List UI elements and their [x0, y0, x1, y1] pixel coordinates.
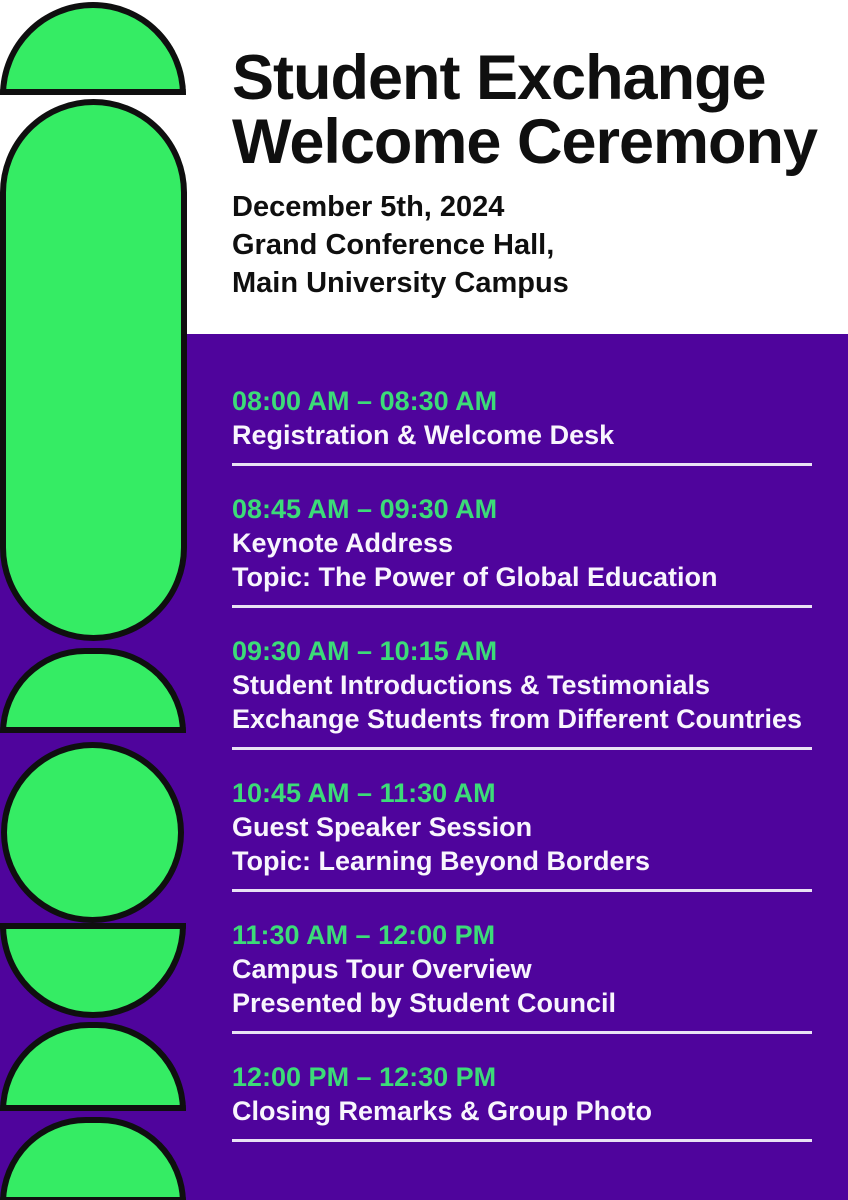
event-title-line-1: Student Exchange	[232, 43, 766, 113]
event-title-line-2: Welcome Ceremony	[232, 107, 818, 177]
semicircle-up-shape-1	[0, 2, 186, 95]
session-time: 09:30 AM – 10:15 AM	[232, 636, 498, 666]
session-subtitle: Presented by Student Council	[232, 988, 617, 1018]
session-title: Guest Speaker Session	[232, 812, 533, 842]
session-subtitle: Exchange Students from Different Countries	[232, 704, 803, 734]
session-title: Registration & Welcome Desk	[232, 420, 615, 450]
event-venue-hall: Grand Conference Hall,	[232, 229, 555, 261]
event-title	[232, 43, 818, 177]
event-details	[232, 188, 569, 302]
session-subtitle: Topic: Learning Beyond Borders	[232, 846, 651, 876]
session-title: Closing Remarks & Group Photo	[232, 1096, 653, 1126]
session-time: 08:45 AM – 09:30 AM	[232, 494, 498, 524]
session-time: 11:30 AM – 12:00 PM	[232, 920, 496, 950]
schedule-list	[232, 384, 812, 1168]
session-title: Student Introductions & Testimonials	[232, 670, 711, 700]
event-venue-campus: Main University Campus	[232, 267, 569, 299]
session-time: 08:00 AM – 08:30 AM	[232, 386, 498, 416]
session-title: Keynote Address	[232, 528, 454, 558]
session-title: Campus Tour Overview	[232, 954, 532, 984]
event-date: December 5th, 2024	[232, 191, 505, 223]
schedule-item	[232, 1060, 812, 1142]
session-time: 10:45 AM – 11:30 AM	[232, 778, 496, 808]
pill-shape	[0, 99, 187, 641]
schedule-item	[232, 776, 812, 892]
schedule-item	[232, 634, 812, 750]
schedule-item	[232, 918, 812, 1034]
schedule-item	[232, 492, 812, 608]
session-subtitle: Topic: The Power of Global Education	[232, 562, 718, 592]
session-time: 12:00 PM – 12:30 PM	[232, 1062, 497, 1092]
schedule-item	[232, 384, 812, 466]
poster-header	[232, 43, 818, 299]
circle-shape	[1, 742, 184, 923]
